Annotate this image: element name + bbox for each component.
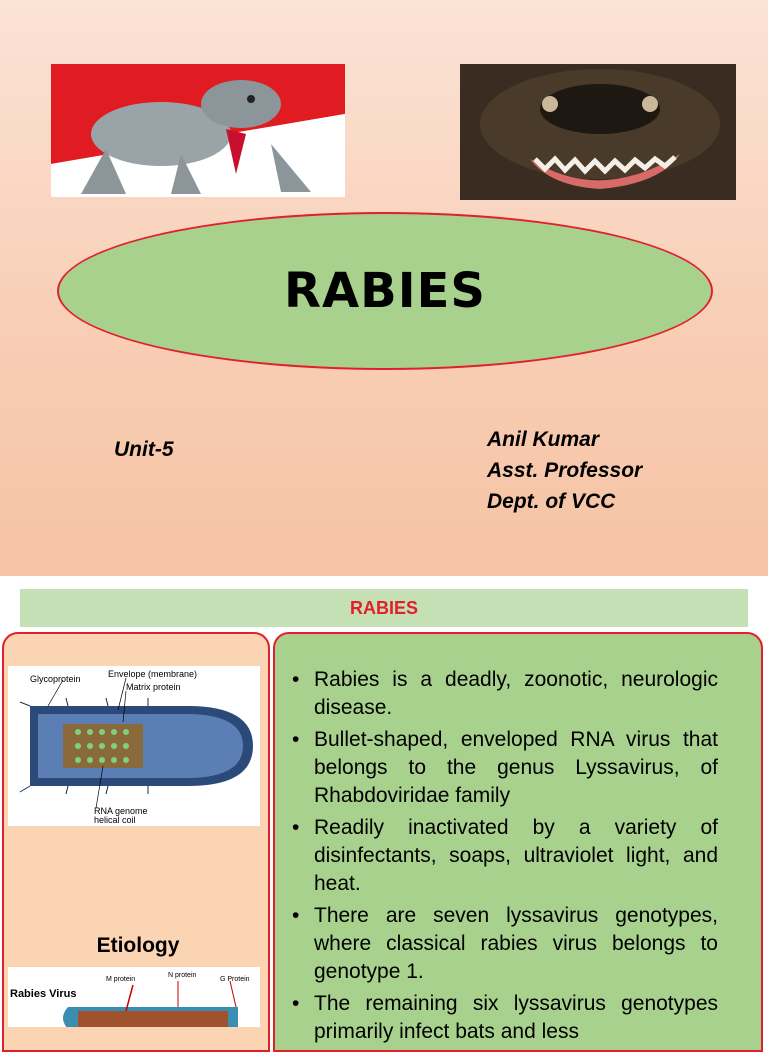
bullet-item: • Readily inactivated by a variety of disinfectants, soaps, ultraviolet light, and heat.	[290, 814, 718, 898]
label-m-protein: M protein	[106, 976, 136, 983]
banner-title: RABIES	[349, 597, 418, 618]
etiology-slide	[0, 576, 768, 1043]
bullet-item: • Rabies is a deadly, zoonotic, neurologic disease.	[290, 666, 718, 722]
slide-title: RABIES	[284, 263, 486, 319]
bullet-item: • Bullet-shaped, enveloped RNA virus that belongs to the genus Lyssavirus, of Rhabdoviridae family	[290, 726, 718, 810]
author-name: Anil Kumar	[487, 428, 600, 451]
author-dept: Dept. of VCC	[487, 490, 616, 513]
slide-banner	[20, 589, 748, 627]
rabid-dog-illustration	[51, 64, 345, 197]
bullet-item: • The remaining six lyssavirus genotypes primarily infect bats and less	[290, 990, 718, 1046]
unit-label: Unit-5	[114, 438, 174, 461]
title-ellipse	[57, 212, 713, 370]
etiology-bullet-list	[290, 666, 718, 1050]
label-rabies-virus: Rabies Virus	[10, 988, 77, 1000]
author-block	[487, 424, 642, 517]
label-envelope: Envelope (membrane)	[108, 669, 198, 679]
author-title: Asst. Professor	[487, 459, 643, 482]
label-g-protein: G Protein	[220, 976, 250, 983]
label-glycoprotein: Glycoprotein	[30, 674, 81, 684]
label-rna-genome: RNA genome	[94, 806, 148, 816]
etiology-label: Etiology	[96, 934, 180, 957]
snarling-dog-photo	[460, 64, 736, 200]
label-matrix: Matrix protein	[126, 682, 181, 692]
bullet-item: • There are seven lyssavirus genotypes, where classical rabies virus belongs to genotype 1.	[290, 902, 718, 986]
rabies-virus-diagram	[8, 967, 260, 1027]
label-n-protein: N protein	[168, 972, 197, 979]
virus-structure-diagram	[8, 666, 260, 826]
label-helical-coil: helical coil	[94, 815, 136, 825]
